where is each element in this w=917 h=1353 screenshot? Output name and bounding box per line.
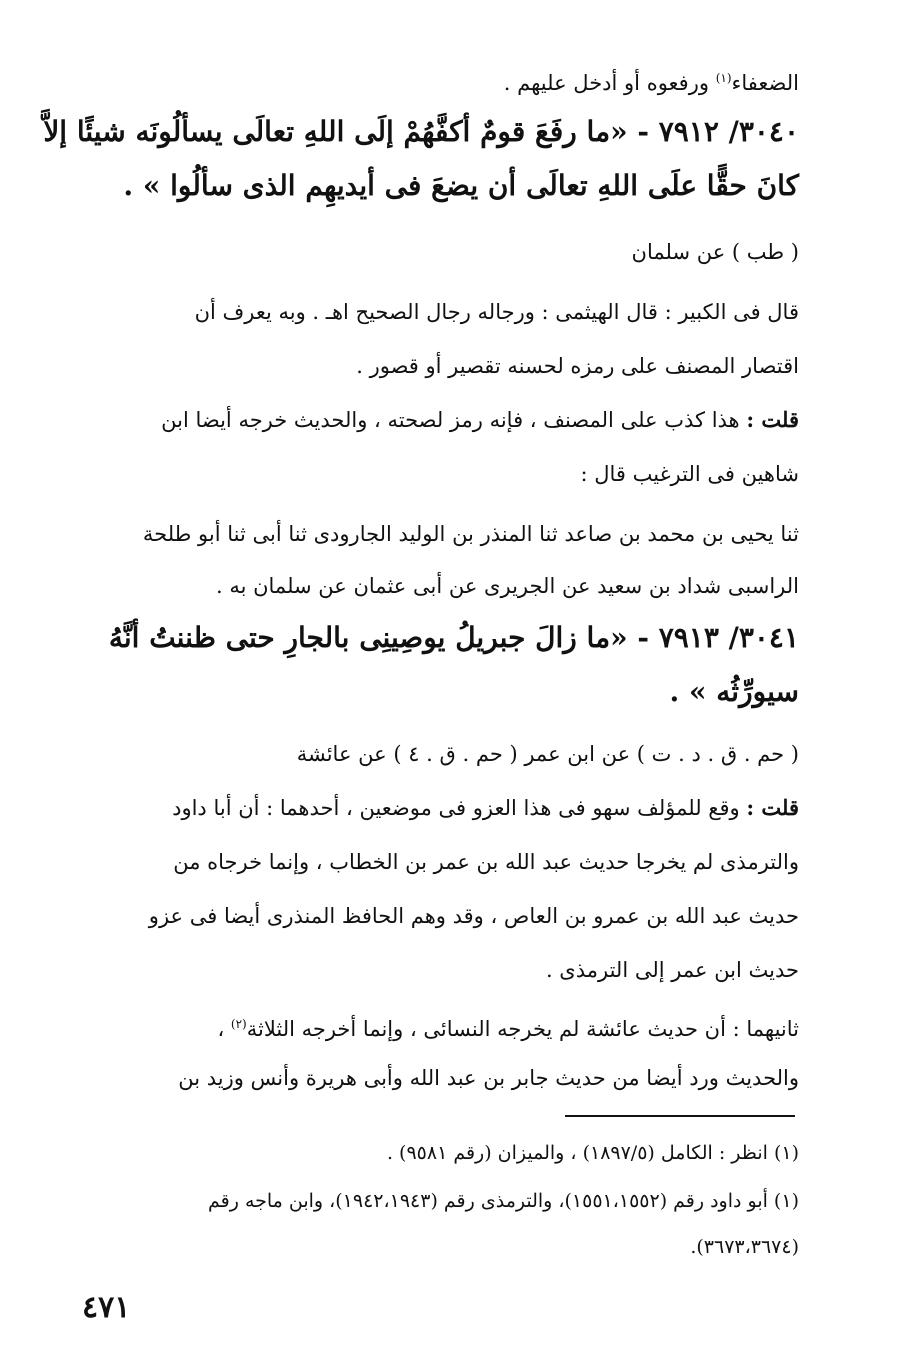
- hadith-7913-line-1: ٣٠٤١/ ٧٩١٣ - «ما زالَ جبريلُ يوصِينِى بالجارِ حتى ظننتُ أنَّهُ: [108, 621, 799, 654]
- footnote: (٣٦٧٣،٣٦٧٤).: [690, 1236, 799, 1258]
- text-line: والترمذى لم يخرجا حديث عبد الله بن عمر بن الخطاب ، وإنما خرجاه من: [173, 850, 799, 874]
- hadith-7912-line-1: ٣٠٤٠/ ٧٩١٢ - «ما رفَعَ قومٌ أكفَّهُمْ إلَى اللهِ تعالَى يسألُونَه شيئًا إلاَّ: [43, 115, 799, 148]
- text-line: شاهين فى الترغيب قال :: [580, 462, 799, 486]
- qultu-label: قلت :: [746, 795, 799, 820]
- hadith-7913-line-2: سيورِّثُه » .: [669, 675, 799, 708]
- text-line: قلت : وقع للمؤلف سهو فى هذا العزو فى موضعين ، أحدهما : أن أبا داود: [172, 795, 799, 820]
- text-line: قلت : هذا كذب على المصنف ، فإنه رمز لصحته ، والحديث خرجه أيضا ابن: [161, 407, 799, 432]
- source-line: ( حم . ق . د . ت ) عن ابن عمر ( حم . ق . ٤ ) عن عائشة: [296, 742, 799, 766]
- text-line: الضعفاء$^{(١)}$ ورفعوه أو أدخل عليهم .: [503, 71, 799, 95]
- footnote-divider: [565, 1115, 795, 1117]
- footnote: (١) أبو داود رقم (١٥٥١،١٥٥٢)، والترمذى رقم (١٩٤٢،١٩٤٣)، وابن ماجه رقم: [208, 1190, 799, 1212]
- text-line: ثانيهما : أن حديث عائشة لم يخرجه النسائى ، وإنما أخرجه الثلاثة$^{(٢)}$ ،: [217, 1017, 799, 1041]
- text-line: حديث عبد الله بن عمرو بن العاص ، وقد وهم الحافظ المنذرى أيضا فى عزو: [148, 904, 799, 928]
- text-line: اقتصار المصنف على رمزه لحسنه تقصير أو قصور .: [356, 354, 799, 378]
- footnote-ref: (١): [715, 71, 732, 85]
- text-line: والحديث ورد أيضا من حديث جابر بن عبد الله وأبى هريرة وأنس وزيد بن: [178, 1066, 799, 1090]
- source-line: ( طب ) عن سلمان: [631, 240, 799, 264]
- footnote-ref: (٢): [230, 1017, 247, 1031]
- qultu-label: قلت :: [746, 407, 799, 432]
- page-number: ٤٧١: [82, 1290, 131, 1325]
- text-line: قال فى الكبير : قال الهيثمى : ورجاله رجال الصحيح اهـ . وبه يعرف أن: [194, 300, 799, 324]
- footnote: (١) انظر : الكامل (١٨٩٧/٥) ، والميزان (رقم ٩٥٨١) .: [386, 1142, 799, 1164]
- text-line: حديث ابن عمر إلى الترمذى .: [545, 958, 799, 982]
- text-line: ثنا يحيى بن محمد بن صاعد ثنا المنذر بن الوليد الجارودى ثنا أبى ثنا أبو طلحة: [142, 522, 799, 546]
- hadith-7912-line-2: كانَ حقًّا علَى اللهِ تعالَى أن يضعَ فى أيديهِم الذى سألُوا » .: [123, 169, 799, 202]
- text-line: الراسبى شداد بن سعيد عن الجريرى عن أبى عثمان عن سلمان به .: [215, 574, 799, 598]
